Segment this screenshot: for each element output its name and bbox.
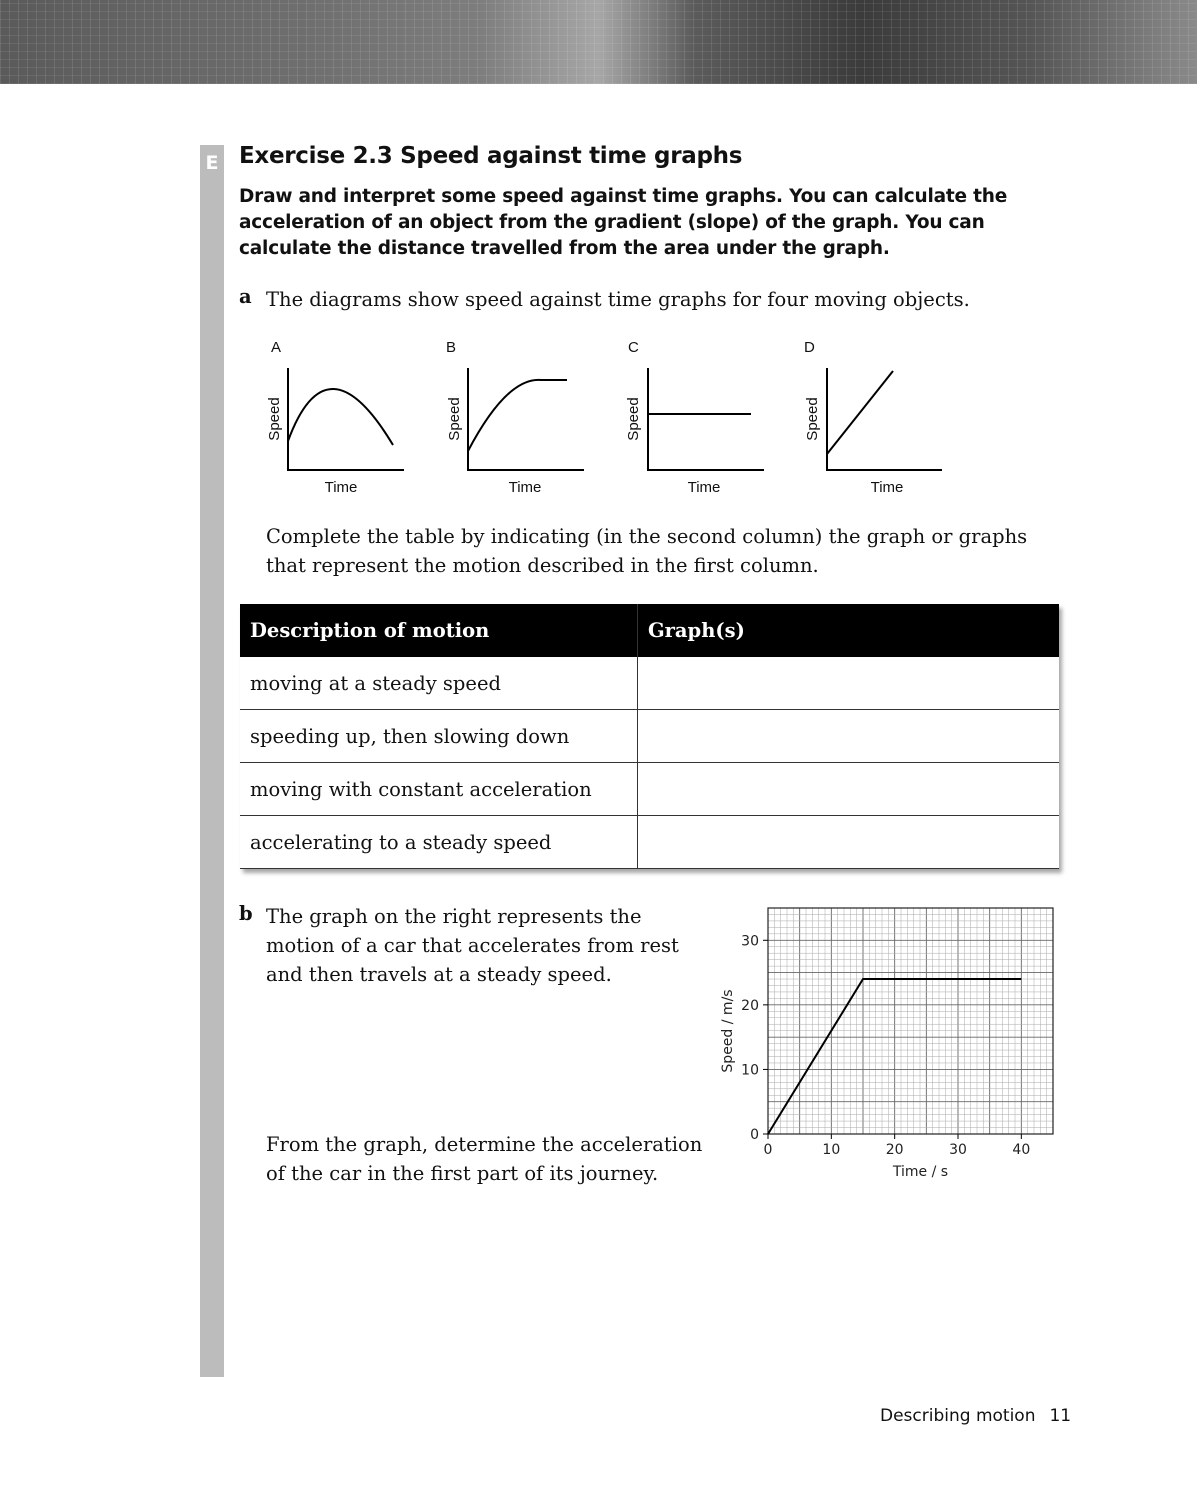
exercise-title: Exercise 2.3 Speed against time graphs: [239, 143, 743, 169]
graph-a-curve: [288, 389, 393, 445]
row-description: accelerating to a steady speed: [240, 816, 638, 869]
section-tag: E: [205, 152, 219, 174]
page-footer: [880, 1406, 1071, 1426]
x-tick-label: 30: [949, 1142, 967, 1158]
graph-b-xlabel: Time: [508, 479, 542, 496]
graph-d: [804, 339, 942, 496]
table-row: [240, 816, 1059, 869]
section-sidebar-bar: [200, 145, 224, 1377]
motion-table: [240, 604, 1059, 869]
graph-d-line: [827, 371, 893, 454]
graph-c: [625, 339, 764, 496]
question-a-letter: a: [239, 285, 252, 308]
x-tick-label: 20: [885, 1142, 904, 1158]
chart-ticks: [741, 933, 1030, 1158]
graph-d-axes: [827, 368, 942, 470]
table-row: [240, 763, 1059, 816]
row-graphs-answer[interactable]: [638, 657, 1060, 710]
question-b-text: The graph on the right represents the motion of a car that accelerates from rest and then travels at a steady speed.: [266, 905, 679, 986]
row-description: moving with constant acceleration: [240, 763, 638, 816]
graph-d-label: D: [804, 339, 815, 356]
table-header-row: [240, 604, 1059, 657]
graph-d-xlabel: Time: [870, 479, 904, 496]
question-b-letter: b: [239, 902, 253, 925]
row-graphs-answer[interactable]: [638, 763, 1060, 816]
graph-b: [446, 339, 584, 496]
graph-b-label: B: [446, 339, 457, 356]
chart-grid: [768, 908, 1053, 1134]
graph-b-curve: [468, 380, 567, 451]
graph-a-xlabel: Time: [324, 479, 358, 496]
graph-c-xlabel: Time: [687, 479, 721, 496]
y-tick-label: 30: [741, 933, 759, 950]
graph-b-ylabel: Speed: [446, 397, 463, 441]
exercise-intro: Draw and interpret some speed against time graphs. You can calculate the acceleration of an object from the gradient (slope) of the graph. You can calculate the distance travelled from the area under the graph.: [239, 186, 1008, 259]
row-description: moving at a steady speed: [240, 657, 638, 710]
table-row: [240, 710, 1059, 763]
header-banner: [0, 0, 1197, 84]
motion-graphs-diagram: [255, 333, 955, 503]
table-instruction: Complete the table by indicating (in the second column) the graph or graphs that represent the motion described in the first column.: [266, 525, 1028, 577]
graph-c-ylabel: Speed: [625, 397, 642, 441]
row-description: speeding up, then slowing down: [240, 710, 638, 763]
x-tick-label: 40: [1012, 1142, 1031, 1158]
graph-a-label: A: [271, 339, 282, 356]
graph-d-ylabel: Speed: [804, 397, 821, 441]
y-tick-label: 0: [750, 1127, 759, 1143]
row-graphs-answer[interactable]: [638, 816, 1060, 869]
y-tick-label: 10: [741, 1062, 759, 1079]
graph-a-axes: [288, 368, 404, 470]
table-row: [240, 657, 1059, 710]
header-description: Description of motion: [240, 604, 638, 657]
graph-c-axes: [648, 368, 764, 470]
plot-frame: [768, 908, 1053, 1134]
chart-x-axis-label: Time / s: [892, 1164, 949, 1180]
question-b-question: From the graph, determine the acceleration of the car in the first part of its journey.: [266, 1133, 703, 1185]
footer-page-number: 11: [1049, 1406, 1072, 1426]
speed-time-chart: [700, 898, 1070, 1188]
x-tick-label: 0: [763, 1142, 773, 1158]
chart-y-axis-label: Speed / m/s: [720, 989, 736, 1073]
graph-c-label: C: [628, 339, 639, 356]
question-a-text: The diagrams show speed against time graphs for four moving objects.: [266, 288, 970, 311]
x-tick-label: 10: [822, 1142, 841, 1158]
header-graphs: Graph(s): [638, 604, 1060, 657]
y-tick-label: 20: [741, 997, 759, 1014]
row-graphs-answer[interactable]: [638, 710, 1060, 763]
graph-a: [266, 339, 404, 496]
graph-a-ylabel: Speed: [266, 397, 283, 441]
footer-chapter: Describing motion: [880, 1406, 1036, 1426]
